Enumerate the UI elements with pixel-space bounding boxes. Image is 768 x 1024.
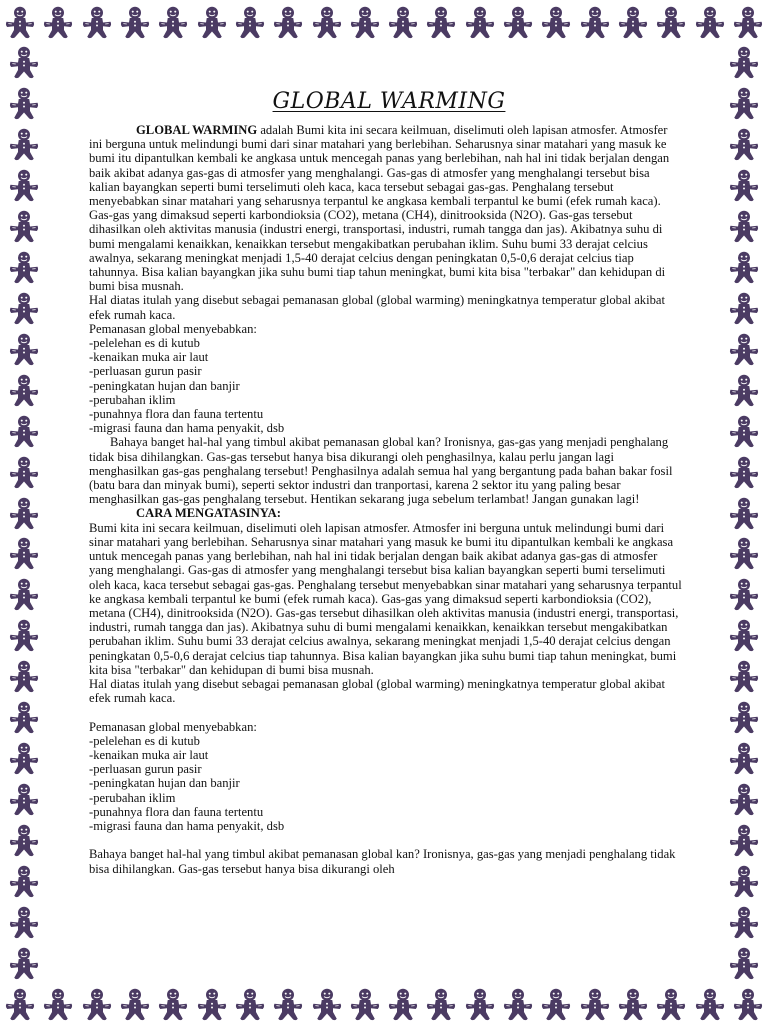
gingerbread-man-icon bbox=[350, 6, 380, 39]
list-item: -punahnya flora dan fauna tertentu bbox=[89, 804, 264, 819]
list-item: -perluasan gurun pasir bbox=[89, 364, 202, 379]
list-item: -perubahan iklim bbox=[89, 392, 176, 407]
gingerbread-man-icon bbox=[729, 865, 759, 898]
gingerbread-man-icon bbox=[426, 988, 456, 1021]
gingerbread-man-icon bbox=[82, 6, 112, 39]
list-item: -migrasi fauna dan hama penyakit, dsb bbox=[89, 818, 285, 833]
gingerbread-man-icon bbox=[5, 6, 35, 39]
paragraph-6: Bahaya banget hal-hal yang timbul akibat pemanasan global kan? Ironisnya, gas-gas yang menjadi penghalang tidak bisa dihilangkan. Gas-gas tersebut hanya bisa dikurangi oleh bbox=[89, 847, 676, 876]
gingerbread-man-icon bbox=[580, 988, 610, 1021]
gingerbread-man-icon bbox=[9, 537, 39, 570]
gingerbread-man-icon bbox=[9, 210, 39, 243]
gingerbread-man-icon bbox=[503, 988, 533, 1021]
document-body bbox=[89, 123, 683, 876]
gingerbread-man-icon bbox=[9, 374, 39, 407]
gingerbread-man-icon bbox=[729, 415, 759, 448]
gingerbread-man-icon bbox=[9, 865, 39, 898]
paragraph-4: Bumi kita ini secara keilmuan, diselimuti oleh lapisan atmosfer. Atmosfer ini berguna untuk melindungi bumi dari sinar matahari yang berlebihan. Seharusnya sinar matahari yang masuk ke bumi itu dipantulkan kembali ke angkasa untuk mencegah panas yang berlebihan, nah hal ini tidak berjalan dengan baik akibat adanya gas-gas di atmosfer yang menghalangi. Gas-gas di atmosfer yang menghalangi tersebut bisa kalian bayangkan seperti bumi terselimuti oleh kaca, kaca tersebut sebagai gas-gas. Penghalang tersebut menyebabkan sinar matahari yang seharusnya terpantul ke angkasa kembali terpantul ke bumi (efek rumah kaca). Gas-gas yang dimaksud seperti karbondioksia (CO2), metana (CH4), dinitrooksida (N2O). Gas-gas tersebut dihasilkan oleh aktivitas manusia (industri energi, transportasi, industri, rumah tangga dan jas). Akibatnya suhu di bumi mengalami kenaikkan, kenaikkan tersebut mengakibatkan perubahan iklim. Suhu bumi 33 derajat celcius awalnya, sekarang meningkat menjadi 1,5-40 derajat celcius dengan peningkatan 0,5-0,6 derajat celcius tiap tahunnya. Bisa kalian bayangkan jika suhu bumi tiap tahun meningkat, bumi kita bisa "terbakar" dan kehidupan di bumi bisa musnah. bbox=[89, 520, 682, 677]
list-item: -pelelehan es di kutub bbox=[89, 733, 200, 748]
gingerbread-man-icon bbox=[273, 6, 303, 39]
gingerbread-man-icon bbox=[465, 988, 495, 1021]
page-title: GLOBAL WARMING bbox=[272, 89, 506, 114]
list-item: -perubahan iklim bbox=[89, 790, 176, 805]
gingerbread-man-icon bbox=[9, 87, 39, 120]
gingerbread-man-icon bbox=[9, 292, 39, 325]
gingerbread-man-icon bbox=[656, 6, 686, 39]
gingerbread-man-icon bbox=[9, 497, 39, 530]
gingerbread-man-icon bbox=[197, 6, 227, 39]
intro-text: adalah Bumi kita ini secara keilmuan, diselimuti oleh lapisan atmosfer. Atmosfer ini berguna untuk melindungi bumi dari sinar matahari yang berlebihan. Seharusnya sinar matahari yang masuk ke bumi itu dipantulkan kembali ke angkasa untuk mencegah panas yang berlebihan, nah hal ini tidak berjalan dengan baik akibat adanya gas-gas di atmosfer yang menghalangi. Gas-gas di atmosfer yang menghalangi tersebut bisa kalian bayangkan seperti bumi terselimuti oleh kaca, kaca tersebut sebagai gas-gas. Penghalang tersebut menyebabkan sinar matahari yang seharusnya terpantul ke angkasa kembali terpantul ke bumi (efek rumah kaca). Gas-gas yang dimaksud seperti karbondioksia (CO2), metana (CH4), dinitrooksida (N2O). Gas-gas tersebut dihasilkan oleh aktivitas manusia (industri energi, transportasi, industri, rumah tangga dan jas). Akibatnya suhu di bumi mengalami kenaikkan, kenaikkan tersebut mengakibatkan perubahan iklim. Suhu bumi 33 derajat celcius awalnya, sekarang meningkat menjadi 1,5-40 derajat celcius dengan peningkatan 0,5-0,6 derajat celcius tiap tahunnya. Bisa kalian bayangkan jika suhu bumi tiap tahun meningkat, bumi kita bisa "terbakar" dan kehidupan di bumi bisa musnah. bbox=[89, 123, 670, 294]
gingerbread-man-icon bbox=[618, 6, 648, 39]
gingerbread-man-icon bbox=[729, 497, 759, 530]
gingerbread-man-icon bbox=[729, 783, 759, 816]
gingerbread-man-icon bbox=[9, 742, 39, 775]
gingerbread-man-icon bbox=[120, 988, 150, 1021]
gingerbread-man-icon bbox=[729, 619, 759, 652]
gingerbread-man-icon bbox=[729, 128, 759, 161]
gingerbread-man-icon bbox=[350, 988, 380, 1021]
gingerbread-man-icon bbox=[9, 783, 39, 816]
gingerbread-man-icon bbox=[9, 619, 39, 652]
gingerbread-man-icon bbox=[729, 537, 759, 570]
gingerbread-man-icon bbox=[733, 988, 763, 1021]
list-item: -pelelehan es di kutub bbox=[89, 336, 200, 351]
intro-lead: GLOBAL WARMING bbox=[136, 123, 258, 137]
gingerbread-man-icon bbox=[43, 988, 73, 1021]
paragraph-3: Bahaya banget hal-hal yang timbul akibat pemanasan global kan? Ironisnya, gas-gas yang menjadi penghalang tidak bisa dihilangkan. Gas-gas tersebut hanya bisa dikurangi oleh penghasilnya, kalau perlu jangan lagi menghasilkan gas-gas penghalang tersebut! Penghasilnya adalah semua hal yang bergantung pada bahan bakar fosil (batu bara dan minyak bumi), seperti sektor industri dan tranportasi, karena 2 sektor itu yang paling besar menghasilkan gas-gas penghalang tersebut. Hentikan sekarang juga sebelum terlambat! Jangan gunakan lagi! bbox=[89, 435, 673, 507]
gingerbread-man-icon bbox=[158, 988, 188, 1021]
paragraph-2: Hal diatas itulah yang disebut sebagai pemanasan global (global warming) meningkatnya temperatur global akibat efek rumah kaca. bbox=[89, 293, 665, 322]
document-page bbox=[89, 82, 683, 876]
gingerbread-man-icon bbox=[82, 988, 112, 1021]
gingerbread-man-icon bbox=[9, 701, 39, 734]
blank-line bbox=[89, 705, 683, 719]
gingerbread-man-icon bbox=[312, 988, 342, 1021]
section-heading-text: CARA MENGATASINYA: bbox=[136, 506, 281, 521]
gingerbread-man-icon bbox=[541, 6, 571, 39]
gingerbread-man-icon bbox=[618, 988, 648, 1021]
gingerbread-man-icon bbox=[729, 456, 759, 489]
gingerbread-man-icon bbox=[9, 660, 39, 693]
intro-paragraph bbox=[89, 123, 683, 293]
gingerbread-man-icon bbox=[541, 988, 571, 1021]
gingerbread-man-icon bbox=[43, 6, 73, 39]
gingerbread-man-icon bbox=[729, 374, 759, 407]
gingerbread-man-icon bbox=[729, 210, 759, 243]
gingerbread-man-icon bbox=[9, 169, 39, 202]
gingerbread-man-icon bbox=[9, 947, 39, 980]
gingerbread-man-icon bbox=[729, 46, 759, 79]
gingerbread-man-icon bbox=[729, 251, 759, 284]
gingerbread-man-icon bbox=[9, 46, 39, 79]
gingerbread-man-icon bbox=[729, 906, 759, 939]
gingerbread-man-icon bbox=[580, 6, 610, 39]
gingerbread-man-icon bbox=[9, 578, 39, 611]
gingerbread-man-icon bbox=[503, 6, 533, 39]
gingerbread-man-icon bbox=[273, 988, 303, 1021]
gingerbread-man-icon bbox=[235, 988, 265, 1021]
gingerbread-man-icon bbox=[729, 169, 759, 202]
gingerbread-man-icon bbox=[426, 6, 456, 39]
gingerbread-man-icon bbox=[9, 456, 39, 489]
gingerbread-man-icon bbox=[729, 701, 759, 734]
blank-line bbox=[89, 833, 683, 847]
gingerbread-man-icon bbox=[729, 333, 759, 366]
gingerbread-man-icon bbox=[197, 988, 227, 1021]
gingerbread-man-icon bbox=[312, 6, 342, 39]
effects-heading-2: Pemanasan global menyebabkan: bbox=[89, 719, 257, 734]
gingerbread-man-icon bbox=[729, 742, 759, 775]
gingerbread-man-icon bbox=[9, 415, 39, 448]
effects-heading: Pemanasan global menyebabkan: bbox=[89, 321, 257, 336]
gingerbread-man-icon bbox=[9, 333, 39, 366]
list-item: -peningkatan hujan dan banjir bbox=[89, 378, 240, 393]
gingerbread-man-icon bbox=[9, 128, 39, 161]
gingerbread-man-icon bbox=[235, 6, 265, 39]
gingerbread-man-icon bbox=[729, 292, 759, 325]
gingerbread-man-icon bbox=[120, 6, 150, 39]
gingerbread-man-icon bbox=[729, 947, 759, 980]
gingerbread-man-icon bbox=[158, 6, 188, 39]
list-item: -perluasan gurun pasir bbox=[89, 762, 202, 777]
gingerbread-man-icon bbox=[729, 824, 759, 857]
gingerbread-man-icon bbox=[695, 988, 725, 1021]
gingerbread-man-icon bbox=[465, 6, 495, 39]
paragraph-5: Hal diatas itulah yang disebut sebagai pemanasan global (global warming) meningkatnya temperatur global akibat efek rumah kaca. bbox=[89, 676, 665, 706]
list-item: -kenaikan muka air laut bbox=[89, 747, 209, 762]
list-item: -migrasi fauna dan hama penyakit, dsb bbox=[89, 421, 285, 436]
gingerbread-man-icon bbox=[733, 6, 763, 39]
gingerbread-man-icon bbox=[729, 87, 759, 120]
gingerbread-man-icon bbox=[729, 660, 759, 693]
gingerbread-man-icon bbox=[388, 6, 418, 39]
gingerbread-man-icon bbox=[9, 824, 39, 857]
list-item: -punahnya flora dan fauna tertentu bbox=[89, 407, 264, 422]
list-item: -peningkatan hujan dan banjir bbox=[89, 776, 240, 791]
gingerbread-man-icon bbox=[9, 251, 39, 284]
gingerbread-man-icon bbox=[5, 988, 35, 1021]
gingerbread-man-icon bbox=[388, 988, 418, 1021]
gingerbread-man-icon bbox=[9, 906, 39, 939]
section-heading bbox=[89, 506, 683, 520]
list-item: -kenaikan muka air laut bbox=[89, 350, 209, 365]
gingerbread-man-icon bbox=[729, 578, 759, 611]
gingerbread-man-icon bbox=[656, 988, 686, 1021]
gingerbread-man-icon bbox=[695, 6, 725, 39]
